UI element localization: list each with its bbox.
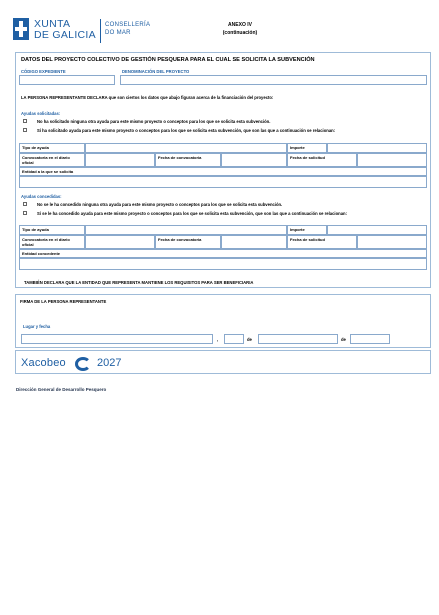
logo-separator — [100, 19, 101, 43]
fecha-convocatoria-cell: Fecha de convocatoria — [155, 153, 221, 167]
xacobeo-year: 2027 — [97, 357, 122, 369]
de-sep-1: de — [247, 337, 252, 342]
entidad-concedente-cell: Entidad concedente — [19, 249, 427, 258]
signature-title: FIRMA DE LA PERSONA REPRESENTANTE — [20, 299, 107, 304]
xacobeo-word: Xacobeo — [21, 357, 66, 369]
department-name: CONSELLERÍA DO MAR — [105, 22, 151, 36]
de-sep-2: de — [341, 337, 346, 342]
month-field[interactable] — [258, 334, 338, 344]
fecha-solicitud-field[interactable] — [357, 235, 427, 249]
concedida-si-text: Sí se le ha concedido ayuda para este mismo proyecto o conceptos para los que se solicita esta subvención, que son las que a continuación se relacionan: — [37, 211, 347, 216]
codigo-expediente-field[interactable] — [19, 75, 115, 85]
declara-intro: LA PERSONA REPRESENTANTE DECLARA que son ciertos los datos que abajo figuran acerca de la financiación del proyecto: — [21, 95, 274, 100]
day-field[interactable] — [224, 334, 244, 344]
concedida-no-checkbox[interactable] — [23, 202, 27, 206]
also-declares: TAMBIÉN DECLARA QUE LA ENTIDAD QUE REPRESENTA MANTIENE LOS REQUISITOS PARA SER BENEFICIARIA — [24, 280, 254, 285]
fecha-convocatoria-cell: Fecha de convocatoria — [155, 235, 221, 249]
tipo-ayuda-cell: Tipo de ayuda — [19, 143, 85, 153]
tipo-ayuda-field[interactable] — [85, 143, 287, 153]
fecha-solicitud-cell: Fecha de solicitud — [287, 235, 357, 249]
xunta-logo-text: XUNTA DE GALICIA — [34, 18, 96, 41]
solicitada-no-checkbox[interactable] — [23, 119, 27, 123]
fecha-solicitud-field[interactable] — [357, 153, 427, 167]
tipo-ayuda-cell: Tipo de ayuda — [19, 225, 85, 235]
lugar-fecha-label: Lugar y fecha — [23, 324, 51, 329]
convocatoria-field[interactable] — [85, 153, 155, 167]
solicitada-no-text: No ha solicitado ninguna otra ayuda para este mismo proyecto o conceptos para los que se solicita esta subvención. — [37, 119, 271, 124]
footer-dept: Dirección General de Desarrollo Pesquero — [16, 387, 107, 392]
lugar-field[interactable] — [21, 334, 213, 344]
denominacion-label: DENOMINACIÓN DEL PROYECTO — [122, 69, 190, 74]
convocatoria-cell: Convocatoria en el diario oficial — [19, 235, 85, 249]
ayudas-solicitadas-label: Ayudas solicitadas: — [21, 111, 61, 116]
comma-sep: , — [217, 337, 219, 342]
entidad-solicita-cell: Entidad a la que se solicita — [19, 167, 427, 176]
convocatoria-field[interactable] — [85, 235, 155, 249]
importe-cell: Importe — [287, 225, 327, 235]
xunta-logo-icon — [13, 18, 29, 40]
fecha-solicitud-cell: Fecha de solicitud — [287, 153, 357, 167]
ayudas-concedidas-label: Ayudas concedidas: — [21, 194, 62, 199]
tipo-ayuda-field[interactable] — [85, 225, 287, 235]
concedida-no-text: No se le ha concedido ninguna otra ayuda para este mismo proyecto o conceptos para los que se solicita esta subvención. — [37, 202, 283, 207]
xacobeo-shell-icon — [75, 357, 91, 371]
year-field[interactable] — [350, 334, 390, 344]
section-title: DATOS DEL PROYECTO COLECTIVO DE GESTIÓN PESQUERA PARA EL CUAL SE SOLICITA LA SUBVENCIÓN — [21, 57, 315, 63]
denominacion-proyecto-field[interactable] — [120, 75, 427, 85]
codigo-label: CÓDIGO EXPEDIENTE — [21, 69, 66, 74]
fecha-convocatoria-field[interactable] — [221, 235, 287, 249]
solicitada-si-checkbox[interactable] — [23, 128, 27, 132]
entidad-solicita-field[interactable] — [19, 176, 427, 188]
importe-cell: Importe — [287, 143, 327, 153]
annex-title: ANEXO IV (continuación) — [222, 22, 258, 36]
document-header — [0, 0, 439, 50]
concedida-si-checkbox[interactable] — [23, 211, 27, 215]
importe-field[interactable] — [327, 143, 427, 153]
solicitada-si-text: Sí ha solicitado ayuda para este mismo proyecto o conceptos para los que se solicita esta subvención, que son las que a continuación se relacionan: — [37, 128, 336, 133]
convocatoria-cell: Convocatoria en el diario oficial — [19, 153, 85, 167]
entidad-concedente-field[interactable] — [19, 258, 427, 270]
fecha-convocatoria-field[interactable] — [221, 153, 287, 167]
importe-field[interactable] — [327, 225, 427, 235]
